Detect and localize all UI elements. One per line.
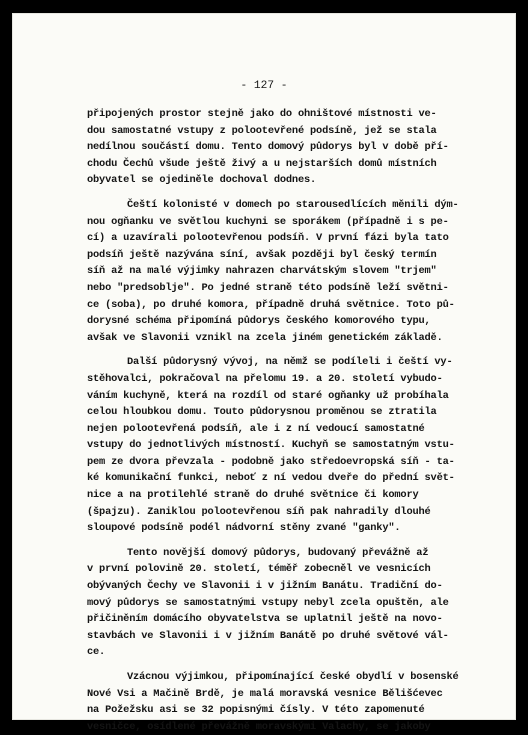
text-line: ce. — [87, 646, 106, 659]
text-line: stavbách ve Slavonii i v jižním Banátě po druhé světové vál- — [87, 629, 449, 642]
text-line: obyvatel se ojediněle dochoval dodnes. — [87, 174, 317, 187]
document-page — [12, 13, 516, 733]
text-line: nice a na protilehlé straně do druhé světnice či komory — [87, 489, 419, 502]
text-line: avšak ve Slavonii vznikl na zcela jiném genetickém základě. — [87, 331, 443, 344]
text-line: (špajzu). Zaniklou polootevřenou síň pak nahradily dlouhé — [87, 505, 431, 518]
text-line: Další půdorysný vývoj, na němž se podíleli i čeští vy- — [127, 356, 453, 369]
text-line: ké komunikační funkci, neboť z ní vedou dveře do přední svět- — [87, 472, 455, 485]
paragraph — [87, 669, 475, 735]
paragraph — [87, 545, 475, 661]
text-line: na Požežsku asi se 32 popisnými čísly. V této zapomenuté — [87, 704, 425, 717]
paragraph — [87, 354, 475, 537]
text-line: chodu Čechů všude ještě živý a u nejstarších domů místních — [87, 157, 437, 170]
text-line: připojených prostor stejně jako do ohništové místnosti ve- — [87, 108, 437, 120]
text-line: nedílnou součástí domu. Tento domový půdorys byl v době pří- — [87, 141, 449, 154]
text-line: stěhovalci, pokračoval na přelomu 19. a 20. století vybudo- — [87, 372, 443, 385]
text-line: Nové Vsi a Mačině Brdě, je malá moravská vesnice Bělišćevec — [87, 687, 443, 700]
text-line: celou hloubkou domu. Touto půdorysnou proměnou se ztratila — [87, 406, 437, 419]
text-line: vstupy do jednotlivých místností. Kuchyň se samostatným vstu- — [87, 439, 455, 452]
text-line: Vzácnou výjimkou, připomínající české obydlí v bosenské — [127, 671, 459, 683]
body-text — [87, 106, 475, 735]
text-line: ce (soba), po druhé komora, případně druhá světnice. Toto pů- — [87, 298, 455, 311]
text-line: sloupové podsíně podél nádvorní stěny zvané "ganky". — [87, 522, 401, 535]
text-line: pem ze dvora převzala - podobně jako středoevropská síň - ta- — [87, 455, 455, 468]
text-line: dorysné schéma připomíná půdorys českého komorového typu, — [87, 315, 431, 328]
text-line: cí) a uzavírali polootevřenou podsíň. V první fázi byla tato — [87, 232, 449, 245]
text-line: nebo "predsoblje". Po jedné straně této podsíně leží světni- — [87, 281, 449, 294]
text-line: podsíň ještě nazývána síní, avšak později byl český termín — [87, 248, 437, 261]
text-line: vesničce, osídlené převážně moravskými Valachy, se jakoby — [87, 720, 431, 733]
text-line: v první polovině 20. století, téměř zobecněl ve vesnicích — [87, 563, 431, 576]
paragraph — [87, 197, 475, 346]
page-number: - 127 - — [240, 80, 288, 92]
text-line: nejen polootevřená podsíň, ale i z ní vedoucí samostatné — [87, 422, 425, 435]
text-line: Tento novější domový půdorys, budovaný převážně až — [127, 546, 429, 559]
text-line: Čeští kolonisté v domech po starousedlících měnili dým- — [127, 198, 459, 211]
text-line: váním kuchyně, která na rozdíl od staré ogňanky už probíhala — [87, 389, 449, 402]
text-line: obývaných Čechy ve Slavonii i v jižním Banátu. Tradiční do- — [87, 580, 443, 593]
text-line: dou samostatné vstupy z polootevřené podsíně, jež se stala — [87, 124, 437, 137]
paragraph — [87, 106, 475, 189]
text-line: mový půdorys se samostatnými vstupy nebyl zcela opuštěn, ale — [87, 596, 449, 609]
text-line: nou ogňanku ve světlou kuchyni se sporákem (případně i s pe- — [87, 215, 449, 228]
text-line: síň až na malé výjimky nahrazen charvátským slovem "trjem" — [87, 265, 437, 278]
text-line: přičiněním domácího obyvatelstva se uplatnil ještě na novo- — [87, 613, 443, 626]
